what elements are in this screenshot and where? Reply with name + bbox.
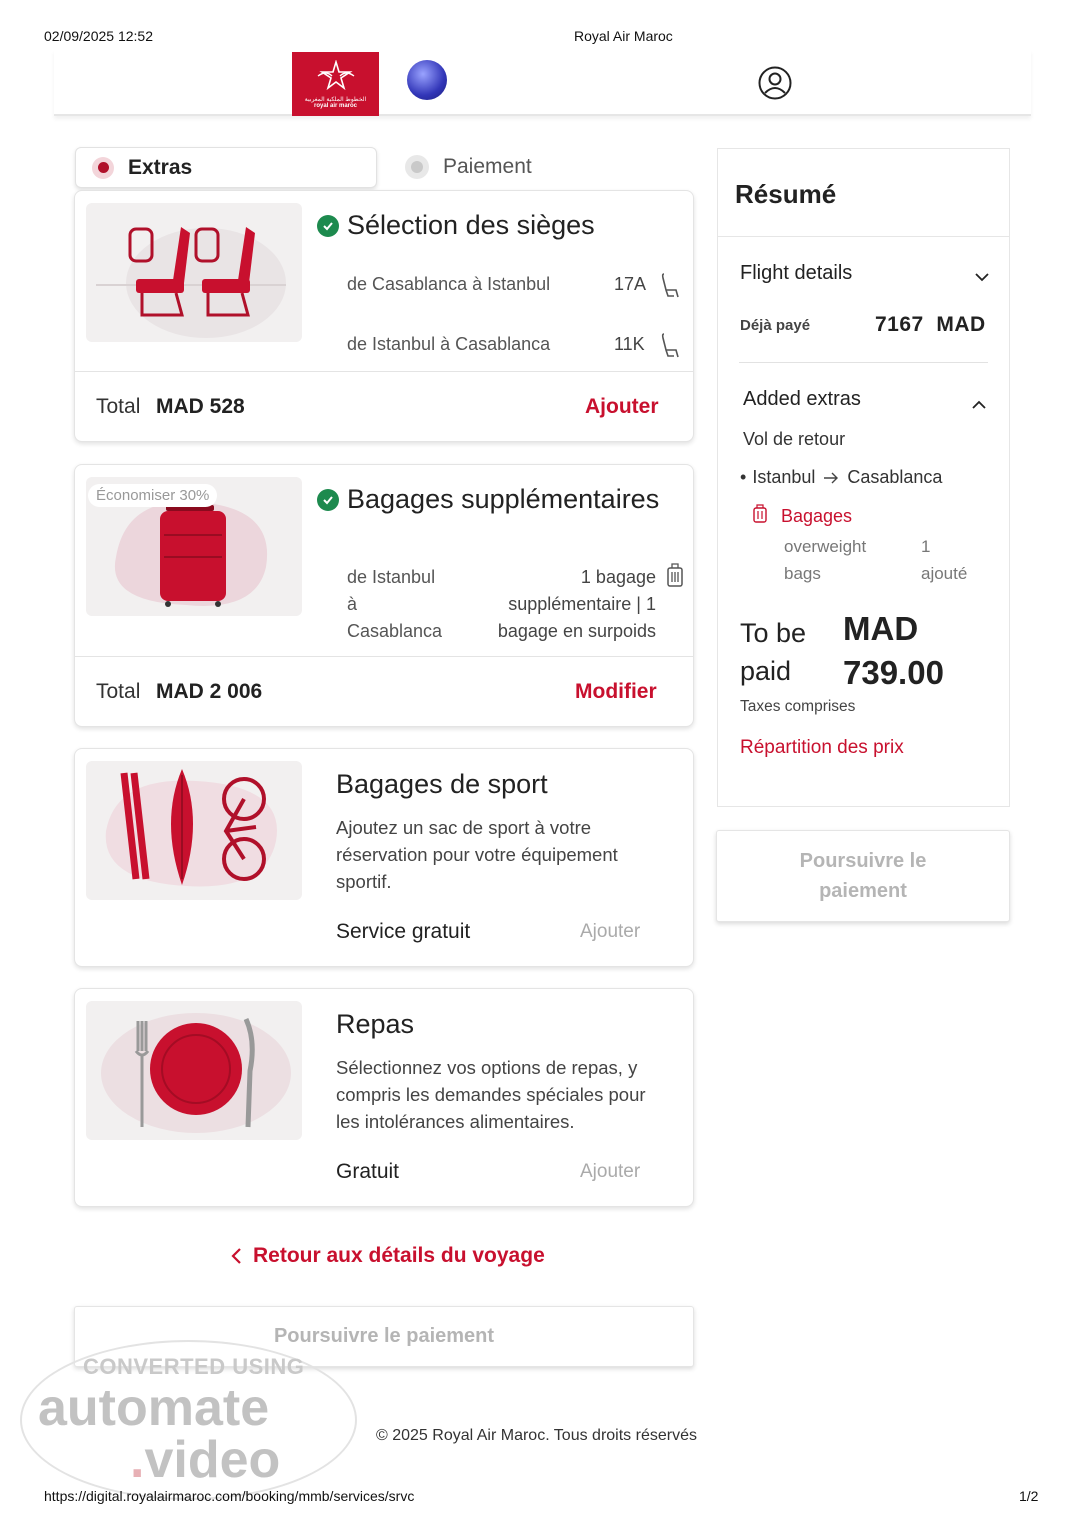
- top-navigation-bar: [54, 50, 1031, 116]
- to-be-paid-line: To be: [740, 618, 807, 648]
- meals-desc-line: compris les demandes spéciales pour: [336, 1084, 646, 1105]
- flight-details-toggle[interactable]: Flight details: [740, 262, 853, 284]
- seat-icon: [660, 272, 682, 300]
- bags-check-icon: [317, 489, 339, 511]
- alliance-globe-icon: [407, 60, 447, 100]
- seat-icon: [660, 332, 682, 360]
- seats-illustration: [86, 203, 302, 342]
- divider: [717, 236, 1010, 237]
- to-be-paid-label: [740, 614, 806, 690]
- step-active-radio-icon: [92, 157, 114, 179]
- bags-desc-line: 1 bagage: [580, 567, 656, 587]
- seats-title: Sélection des sièges: [347, 210, 595, 240]
- continue-payment-button[interactable]: Poursuivre le paiement: [74, 1306, 694, 1367]
- amount-currency: MAD: [843, 610, 919, 647]
- bags-description: [460, 564, 656, 645]
- watermark-line3: [130, 1430, 280, 1490]
- sport-description: [336, 814, 618, 895]
- print-page-number: 1/2: [1019, 1488, 1039, 1504]
- bullet-icon: •: [740, 467, 747, 487]
- meals-add-button[interactable]: Ajouter: [580, 1161, 641, 1182]
- bags-extra-item-line: overweight: [784, 537, 867, 556]
- divider: [739, 362, 988, 363]
- amount-due: [843, 607, 944, 695]
- seats-add-button[interactable]: Ajouter: [585, 395, 659, 418]
- user-circle-icon[interactable]: [758, 66, 792, 100]
- bags-extra-qty-line: 1: [921, 537, 931, 556]
- sport-illustration: [86, 761, 302, 900]
- bags-total-value: MAD 2 006: [156, 680, 263, 703]
- step-inactive-radio-icon: [405, 155, 429, 179]
- watermark-video: video: [144, 1431, 281, 1489]
- chevron-up-icon[interactable]: [970, 398, 988, 412]
- sport-service-label: Service gratuit: [336, 920, 471, 943]
- meals-desc-line: Sélectionnez vos options de repas, y: [336, 1057, 638, 1078]
- star-emblem-icon: [316, 60, 356, 94]
- bags-modify-button[interactable]: Modifier: [575, 680, 657, 703]
- seat-route-1: de Casablanca à Istanbul: [347, 274, 551, 294]
- watermark-dot: .: [130, 1431, 145, 1489]
- to-be-paid-line: paid: [740, 656, 792, 686]
- chevron-down-icon[interactable]: [973, 270, 991, 284]
- watermark-line1: CONVERTED USING: [83, 1354, 305, 1379]
- route-line: [740, 467, 942, 488]
- watermark-line2: automate: [38, 1379, 270, 1437]
- summary-continue-line: Poursuivre le: [799, 850, 927, 872]
- return-flight-label: Vol de retour: [743, 429, 846, 449]
- step-payment: [405, 155, 532, 179]
- seat-number-1: 17A: [614, 274, 647, 294]
- seat-number-2: 11K: [614, 334, 645, 354]
- divider: [74, 371, 694, 372]
- bags-extra-item: [784, 533, 866, 587]
- bags-route-line: à: [347, 594, 358, 614]
- bags-desc-line: supplémentaire | 1: [508, 594, 656, 614]
- chevron-left-icon: [229, 1246, 245, 1266]
- print-url: https://digital.royalairmaroc.com/booking/mmb/services/srvc: [44, 1488, 415, 1504]
- already-paid-value: 7167 MAD: [875, 313, 986, 336]
- sport-desc-line: réservation pour votre équipement: [336, 844, 618, 865]
- bags-extra-qty-line: ajouté: [921, 564, 968, 583]
- meals-desc-line: les intolérances alimentaires.: [336, 1111, 575, 1132]
- back-to-trip-link[interactable]: [229, 1244, 545, 1268]
- step-extras[interactable]: [75, 147, 377, 188]
- amount-value: 739.00: [843, 654, 944, 691]
- back-to-trip-label: Retour aux détails du voyage: [253, 1244, 545, 1267]
- added-extras-toggle[interactable]: Added extras: [743, 388, 861, 410]
- bags-desc-line: bagage en surpoids: [497, 621, 656, 641]
- seat-route-2: de Istanbul à Casablanca: [347, 334, 551, 354]
- sport-add-button[interactable]: Ajouter: [580, 921, 641, 942]
- summary-title: Résumé: [735, 179, 837, 209]
- bags-route-line: de Istanbul: [347, 567, 436, 587]
- bags-extra-qty: [921, 533, 967, 587]
- sport-desc-line: Ajoutez un sac de sport à votre: [336, 817, 592, 838]
- seats-check-icon: [317, 215, 339, 237]
- taxes-included-label: Taxes comprises: [740, 698, 856, 715]
- print-title: Royal Air Maroc: [574, 28, 673, 44]
- copyright-text: © 2025 Royal Air Maroc. Tous droits réservés: [376, 1427, 697, 1444]
- logo-text: royal air maroc: [313, 102, 358, 109]
- divider: [74, 656, 694, 657]
- meals-description: [336, 1054, 646, 1135]
- bags-route: [347, 564, 442, 645]
- bags-total-label: Total: [96, 680, 141, 703]
- already-paid-label: Déjà payé: [740, 317, 811, 334]
- royal-air-maroc-logo[interactable]: [292, 52, 379, 116]
- route-to: Casablanca: [847, 467, 943, 487]
- luggage-icon: [752, 504, 768, 524]
- meals-service-label: Gratuit: [336, 1160, 400, 1183]
- print-datetime: 02/09/2025 12:52: [44, 28, 153, 44]
- step-extras-label: Extras: [128, 155, 193, 179]
- sport-desc-line: sportif.: [336, 871, 392, 892]
- price-breakdown-link[interactable]: Répartition des prix: [740, 737, 904, 758]
- seats-total-value: MAD 528: [156, 395, 245, 418]
- route-from: Istanbul: [752, 467, 816, 487]
- bags-extra-item-line: bags: [784, 564, 821, 583]
- meals-title: Repas: [336, 1009, 415, 1039]
- savings-badge: Économiser 30%: [88, 484, 217, 507]
- bags-extra-label: Bagages: [781, 506, 853, 526]
- bags-route-line: Casablanca: [347, 621, 443, 641]
- arrow-right-icon: [823, 472, 839, 484]
- seats-total-label: Total: [96, 395, 141, 418]
- luggage-icon: [666, 563, 684, 589]
- summary-continue-line: paiement: [819, 880, 907, 902]
- step-payment-label: Paiement: [443, 155, 532, 178]
- summary-continue-button[interactable]: [716, 830, 1010, 922]
- meals-illustration: [86, 1001, 302, 1140]
- sport-title: Bagages de sport: [336, 769, 548, 799]
- logo-arabic-text: الخطوط الملكية المغربية: [304, 96, 367, 103]
- bags-title: Bagages supplémentaires: [347, 484, 660, 514]
